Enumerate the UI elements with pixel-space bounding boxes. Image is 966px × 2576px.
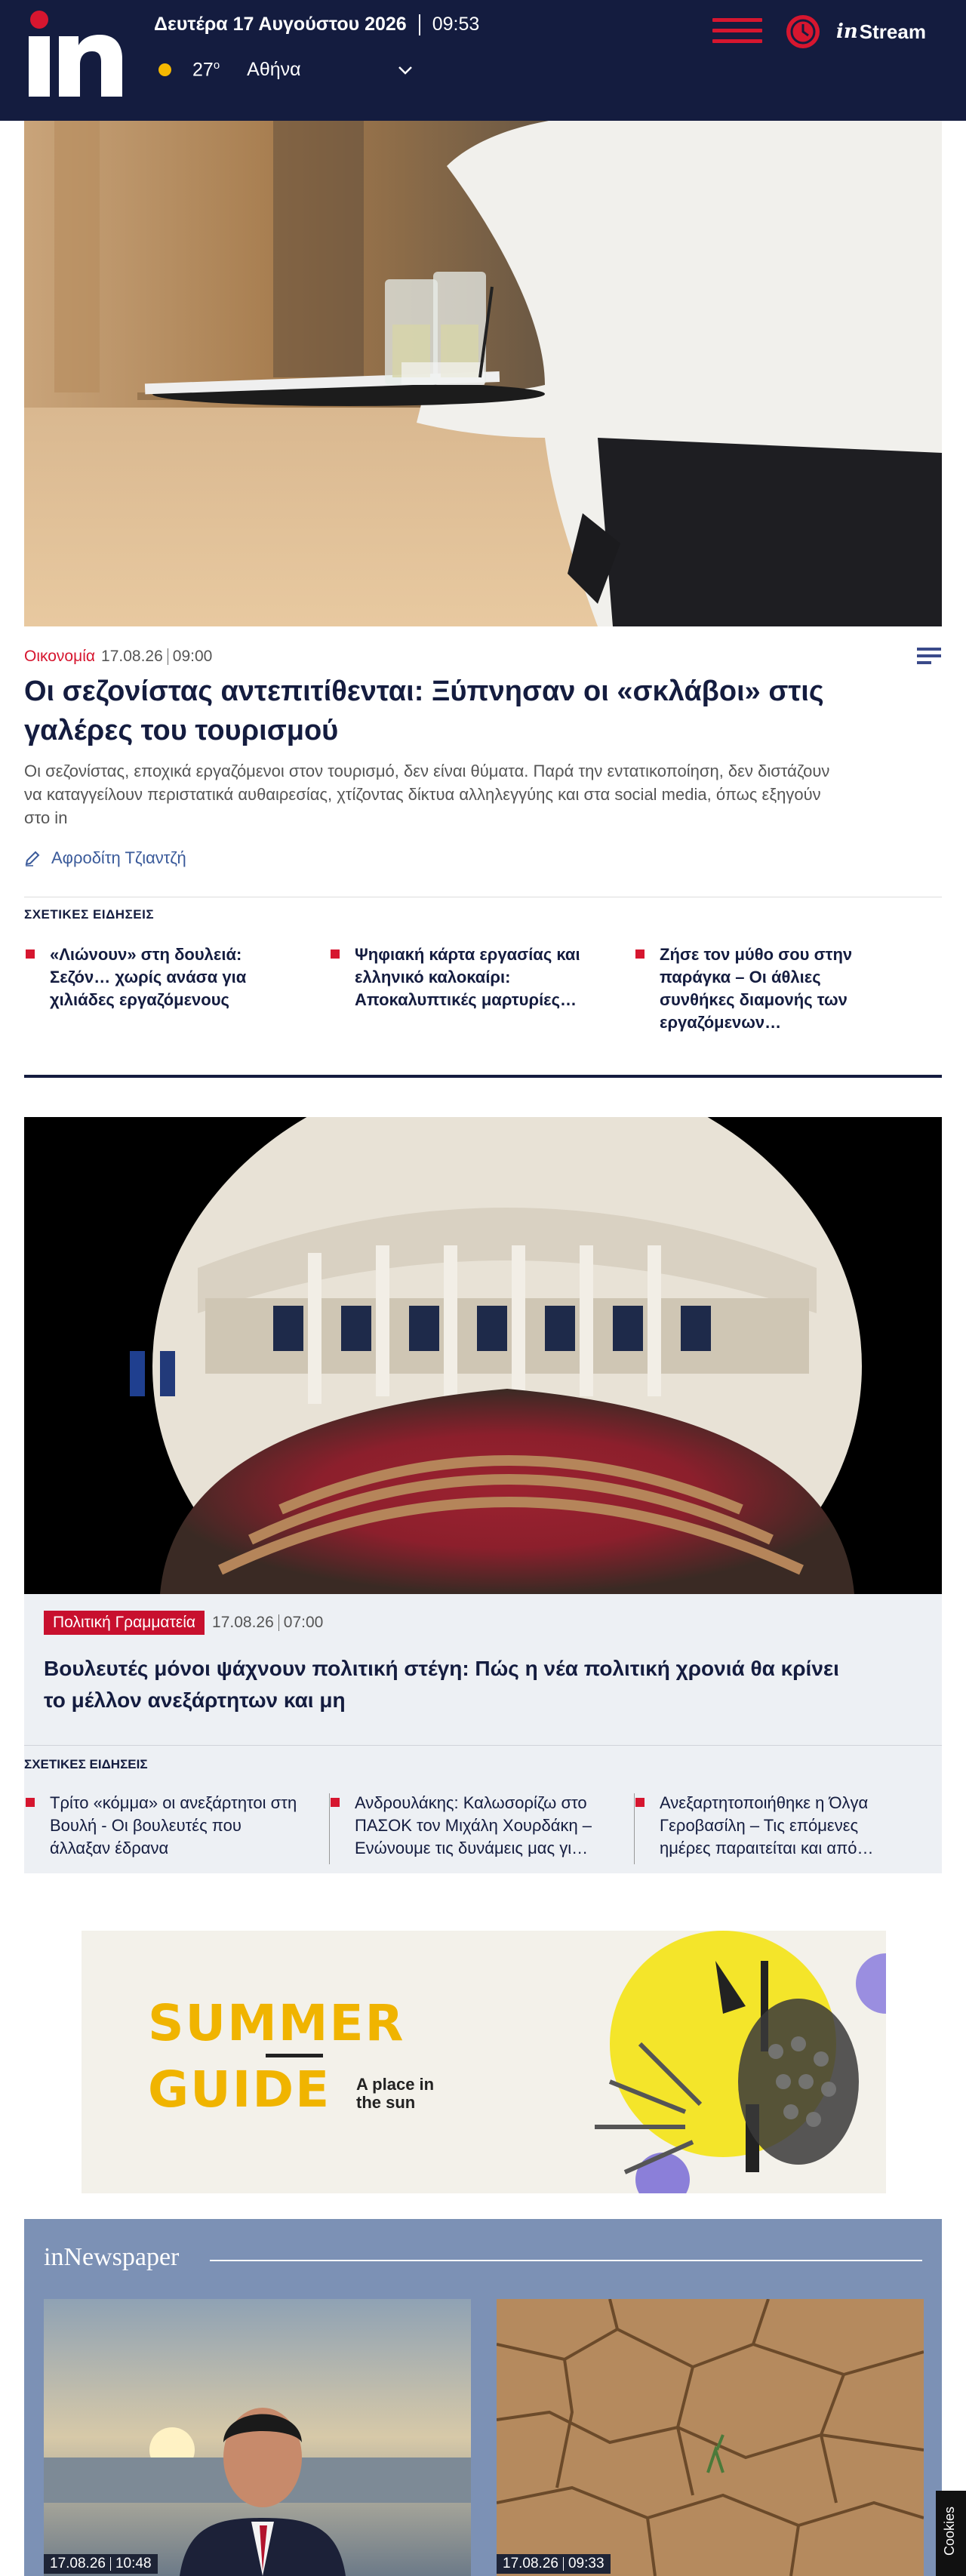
list-line	[917, 654, 941, 657]
temperature-unit: o	[213, 59, 220, 72]
newspaper-image-drought[interactable]	[497, 2299, 924, 2576]
article-author[interactable]	[24, 848, 186, 868]
list-line	[917, 648, 941, 651]
related-news-item[interactable]: Ψηφιακή κάρτα εργασίας και ελληνικό καλοκαίρι: Αποκαλυπτικές μαρτυρίες…	[329, 943, 593, 1011]
banner-headline-1: SUMMER	[148, 1994, 405, 2052]
author-name: Αφροδίτη Τζιαντζή	[51, 848, 186, 867]
date-separator	[563, 2557, 564, 2571]
article-date: 17.08.26	[101, 648, 163, 665]
list-icon[interactable]	[917, 648, 941, 666]
banner-rule	[266, 2054, 323, 2057]
list-line	[917, 661, 931, 664]
article-time: 09:00	[172, 648, 213, 665]
pen-icon	[24, 850, 41, 866]
clock-icon	[785, 14, 821, 50]
related-news-item[interactable]: «Λιώνουν» στη δουλειά: Σεζόν… χωρίς ανάσα για χιλιάδες εργαζόμενους	[24, 943, 288, 1011]
section-divider	[24, 1075, 942, 1078]
cookies-button[interactable]	[936, 2491, 966, 2576]
newspaper-image-portrait[interactable]	[44, 2299, 471, 2576]
section-title-rule	[210, 2260, 922, 2261]
site-logo[interactable]	[24, 9, 124, 100]
article-date: 17.08.26	[212, 1614, 274, 1631]
menu-line	[712, 29, 762, 32]
city-name: Αθήνα	[247, 59, 301, 81]
newspaper-time: 10:48	[115, 2556, 152, 2571]
related-news-heading: ΣΧΕΤΙΚΕΣ ΕΙΔΗΣΕΙΣ	[24, 907, 155, 922]
article-meta	[24, 648, 212, 666]
temperature-value: 27	[192, 59, 214, 81]
date-separator	[110, 2557, 111, 2571]
article-meta	[44, 1611, 323, 1635]
current-date: Δευτέρα 17 Αυγούστου 2026	[154, 14, 407, 35]
date-separator	[419, 14, 420, 35]
sun-icon	[158, 63, 171, 76]
divider	[24, 1745, 942, 1746]
banner-tagline: A place in the sun	[356, 2075, 435, 2112]
related-news-item[interactable]: Ζήσε τον μύθο σου στην παράγκα – Οι άθλιες συνθήκες διαμονής των εργαζόμενων…	[634, 943, 898, 1034]
related-news-item[interactable]: Ανδρουλάκης: Καλωσορίζω στο ΠΑΣΟΚ τον Μιχάλη Χουρδάκη – Ενώνουμε τις δυνάμεις μας γι…	[329, 1792, 608, 1860]
related-news-item[interactable]: Τρίτο «κόμμα» οι ανεξάρτητοι στη Βουλή - Οι βουλευτές που άλλαξαν έδρανα	[24, 1792, 303, 1860]
related-news-heading: ΣΧΕΤΙΚΕΣ ΕΙΔΗΣΕΙΣ	[24, 1757, 148, 1771]
current-time: 09:53	[432, 14, 480, 35]
temperature	[192, 59, 220, 81]
site-header	[0, 0, 966, 121]
article-lead: Οι σεζονίστας, εποχικά εργαζόμενοι στον τουρισμό, δεν είναι θύματα. Παρά την εντατικοποίηση, δεν διστάζουν να καταγγείλουν περιστατικά αυθαιρεσίας, χτίζοντας δίκτυα αλληλεγγύης και στα social media, όπως εξηγούν στο in	[24, 762, 830, 827]
article-category-badge[interactable]: Πολιτική Γραμματεία	[44, 1611, 205, 1635]
newspaper-date-badge	[44, 2554, 158, 2574]
instream-prefix: in	[836, 20, 858, 43]
instream-label: Stream	[859, 20, 926, 43]
article-image-waiter[interactable]	[24, 121, 942, 626]
banner-headline-2: GUIDE	[148, 2060, 331, 2119]
section-title[interactable]: inNewspaper	[44, 2243, 180, 2271]
weather-widget[interactable]	[158, 59, 414, 81]
newspaper-date: 17.08.26	[503, 2556, 558, 2571]
summer-guide-banner[interactable]	[82, 1931, 886, 2193]
instream-link[interactable]	[785, 14, 926, 50]
header-datetime	[154, 14, 479, 35]
menu-line	[712, 18, 762, 22]
article-title[interactable]: Οι σεζονίστας αντεπιτίθενται: Ξύπνησαν οι «σκλάβοι» στις γαλέρες του τουρισμού	[24, 676, 824, 746]
article-image-parliament[interactable]	[24, 1117, 942, 1594]
newspaper-date-badge	[497, 2554, 611, 2574]
chevron-down-icon[interactable]	[396, 61, 414, 79]
meta-separator	[278, 1614, 279, 1631]
menu-button[interactable]	[712, 18, 762, 45]
newspaper-time: 09:33	[568, 2556, 605, 2571]
article-time: 07:00	[283, 1614, 324, 1631]
article-category[interactable]: Οικονομία	[24, 648, 96, 665]
article-title[interactable]: Βουλευτές μόνοι ψάχνουν πολιτική στέγη: Πώς η νέα πολιτική χρονιά θα κρίνει το μέλλον ανεξάρτητων και μη	[44, 1657, 839, 1712]
newspaper-date: 17.08.26	[50, 2556, 106, 2571]
related-news-item[interactable]: Ανεξαρτητοποιήθηκε η Όλγα Γεροβασίλη – Τις επόμενες ημέρες παραιτείται και από…	[634, 1792, 913, 1860]
menu-line	[712, 39, 762, 43]
cookies-label: Cookies	[942, 2506, 957, 2556]
